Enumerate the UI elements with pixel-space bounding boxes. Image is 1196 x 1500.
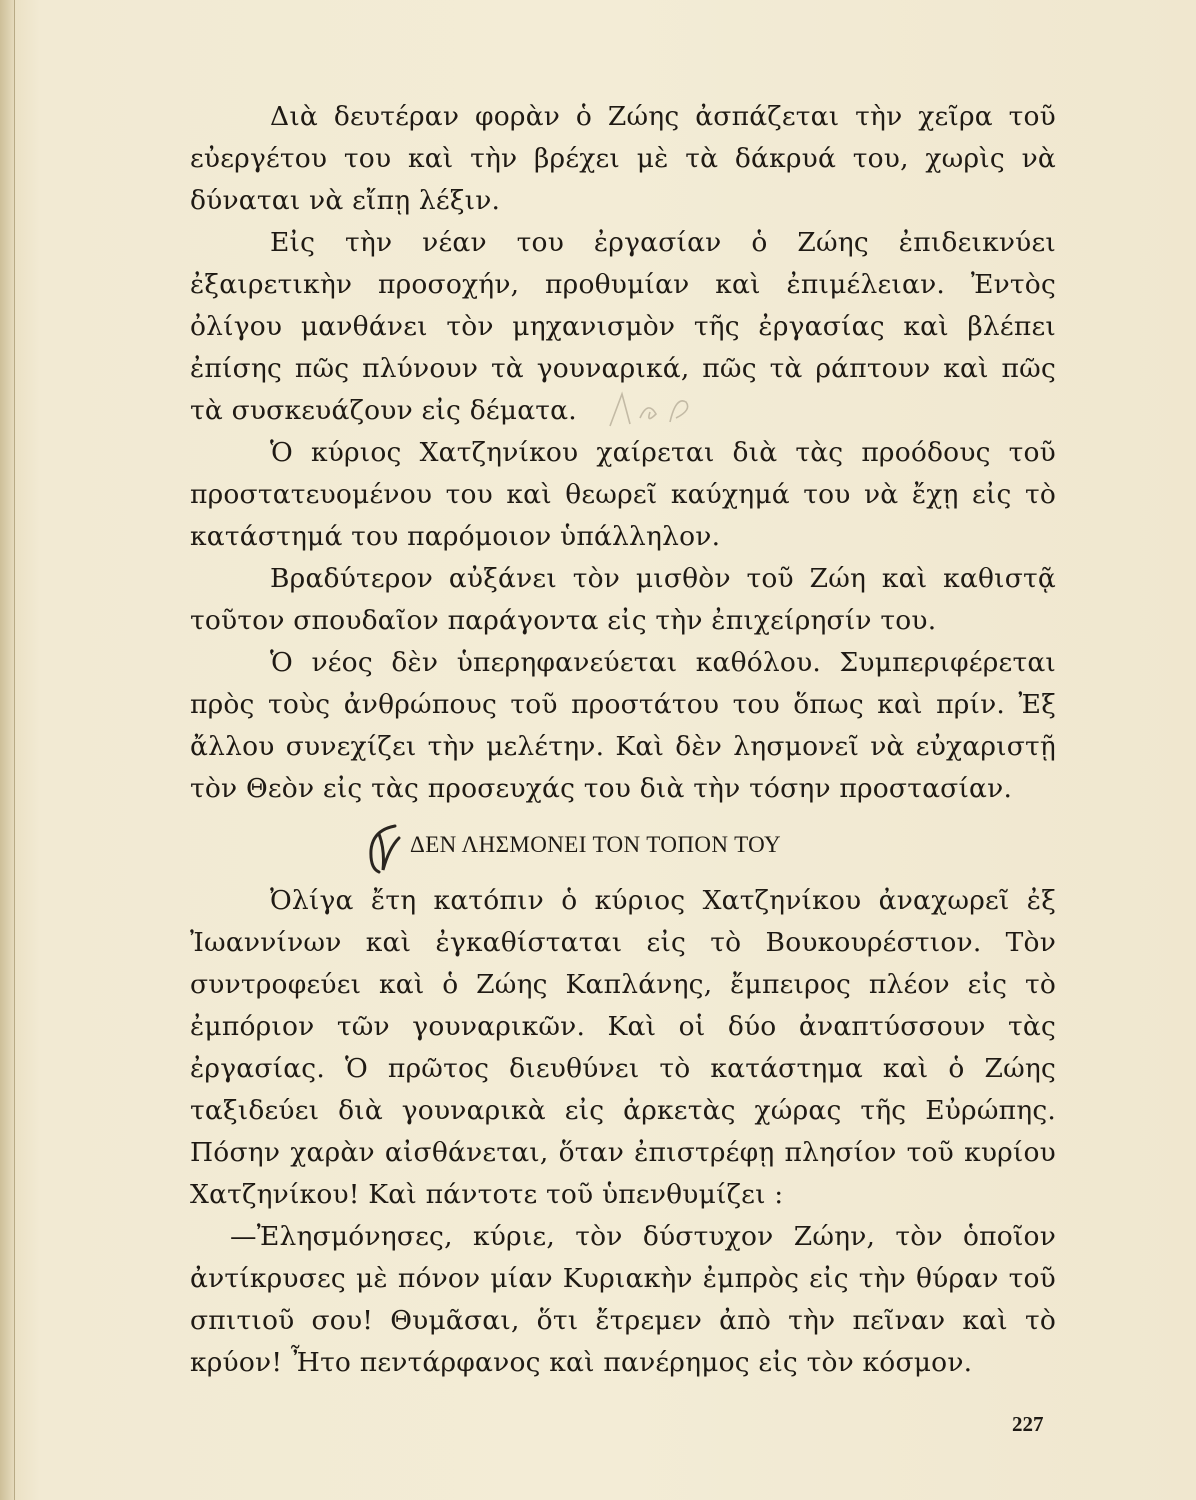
page-number: 227 <box>1012 1412 1044 1436</box>
paragraph-4: Βραδύτερον αὐξάνει τὸν μισθὸν τοῦ Ζώη καὶ καθιστᾷ τοῦτον σπουδαῖον παράγοντα εἰς τὴν ἐπιχείρησίν του. <box>190 563 1056 636</box>
paragraph-5: Ὁ νέος δὲν ὑπερηφανεύεται καθόλου. Συμπεριφέρεται πρὸς τοὺς ἀνθρώπους τοῦ προστάτου του ὅπως καὶ πρίν. Ἐξ ἄλλου συνεχίζει τὴν μελέτην. Καὶ δὲν λησμονεῖ νὰ εὐχαριστῇ τὸν Θεὸν εἰς τὰς προσευχάς του διὰ τὴν τόσην προστασίαν. <box>190 647 1056 804</box>
paragraph-6: Ὀλίγα ἔτη κατόπιν ὁ κύριος Χατζηνίκου ἀναχωρεῖ ἐξ Ἰωαννίνων καὶ ἐγκαθίσταται εἰς τὸ Βουκουρέστιον. Τὸν συντροφεύει καὶ ὁ Ζώης Καπλάνης, ἔμπειρος πλέον εἰς τὸ ἐμπόριον τῶν γουναρικῶν. Καὶ οἱ δύο ἀναπτύσσουν τὰς ἐργασίας. Ὁ πρῶτος διευθύνει τὸ κατάστημα καὶ ὁ Ζώης ταξιδεύει διὰ γουναρικὰ εἰς ἀρκετὰς χώρας τῆς Εὐρώπης. Πόσην χαρὰν αἰσθάνεται, ὅταν ἐπιστρέφῃ πλησίον τοῦ κυρίου Χατζηνίκου! Καὶ πάντοτε τοῦ ὑπενθυμίζει : <box>190 885 1056 1210</box>
handwritten-mark-icon <box>365 820 405 876</box>
section-heading: ΔΕΝ ΛΗΣΜΟΝΕΙ ΤΟΝ ΤΟΠΟΝ ΤΟΥ <box>410 832 782 857</box>
paragraph-2: Εἰς τὴν νέαν του ἐργασίαν ὁ Ζώης ἐπιδεικνύει ἐξαιρετικὴν προσοχήν, προθυμίαν καὶ ἐπιμέλειαν. Ἐντὸς ὀλίγου μανθάνει τὸν μηχανισμὸν τῆς ἐργασίας καὶ βλέπει ἐπίσης πῶς πλύνουν τὰ γουναρικά, πῶς τὰ ράπτουν καὶ πῶς τὰ συσκευάζουν εἰς δέματα. <box>190 227 1056 426</box>
bottom-text-block <box>190 880 1056 1384</box>
paragraph-3: Ὁ κύριος Χατζηνίκου χαίρεται διὰ τὰς προόδους τοῦ προστατευομένου του καὶ θεωρεῖ καύχημά του νὰ ἔχῃ εἰς τὸ κατάστημά του παρόμοιον ὑπάλληλον. <box>190 437 1056 552</box>
paragraph-7: —Ἐλησμόνησες, κύριε, τὸν δύστυχον Ζώην, τὸν ὁποῖον ἀντίκρυσες μὲ πόνον μίαν Κυριακὴν ἐμπρὸς εἰς τὴν θύραν τοῦ σπιτιοῦ σου! Θυμᾶσαι, ὅτι ἔτρεμεν ἀπὸ τὴν πεῖναν καὶ τὸ κρύον! Ἦτο πεντάρφανος καὶ πανέρημος εἰς τὸν κόσμον. <box>190 1221 1056 1378</box>
paragraph-1: Διὰ δευτέραν φορὰν ὁ Ζώης ἀσπάζεται τὴν χεῖρα τοῦ εὐεργέτου του καὶ τὴν βρέχει μὲ τὰ δάκρυά του, χωρὶς νὰ δύναται νὰ εἴπῃ λέξιν. <box>190 101 1056 216</box>
pencil-scribble-icon <box>600 388 710 430</box>
top-text-block <box>190 96 1056 810</box>
page-binding-edge <box>0 0 15 1500</box>
